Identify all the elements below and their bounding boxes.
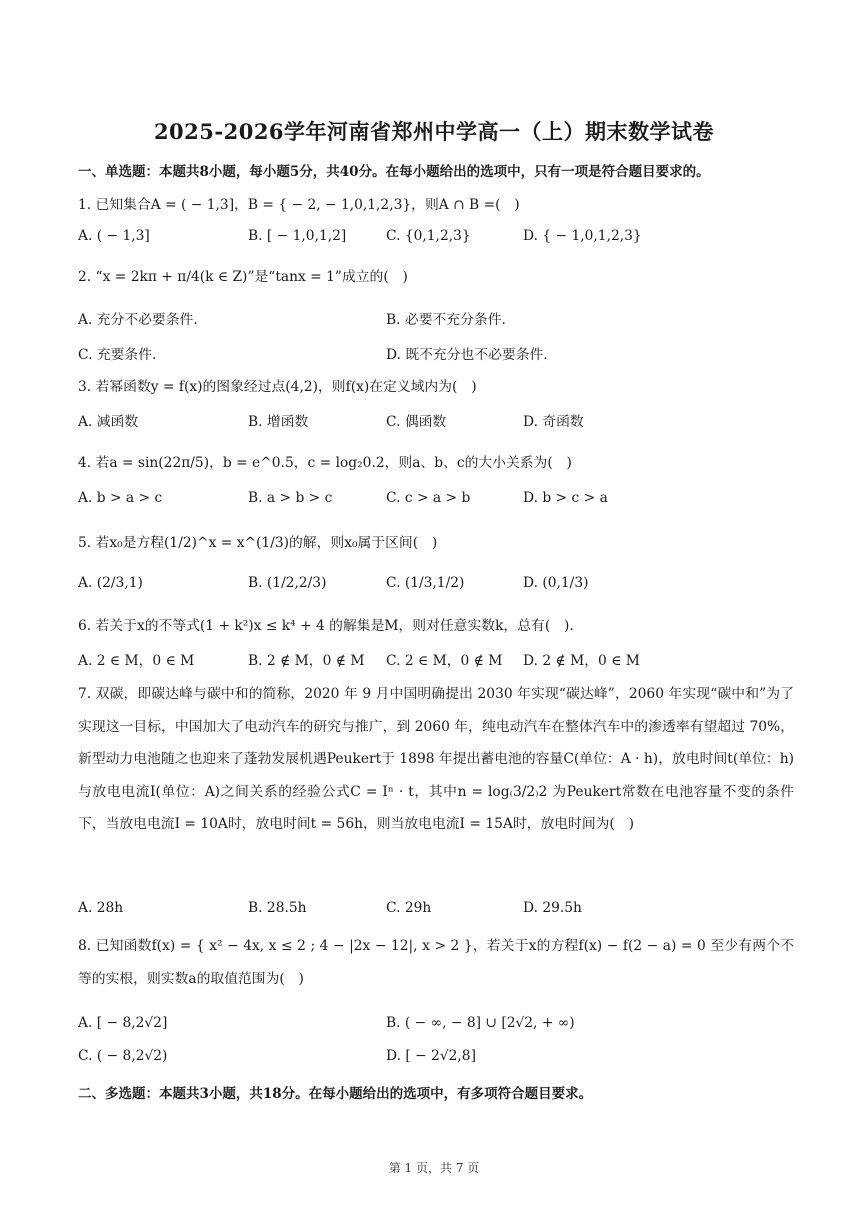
q1-option-a: A. ( − 1,3] [78,228,150,244]
section-multiple-choice-heading: 二、多选题：本题共3小题，共18分。在每小题给出的选项中，有多项符合题目要求。 [78,1086,593,1102]
q7-option-d: D. 29.5h [523,900,582,916]
question-5: 5. 若x₀是方程(1/2)^x = x^(1/3)的解，则x₀属于区间( ) [78,535,438,551]
q6-option-b: B. 2 ∉ M，0 ∉ M [248,653,365,669]
q4-option-d: D. b > c > a [523,490,608,506]
q3-option-c: C. 偶函数 [386,414,447,430]
q1-option-c: C. {0,1,2,3} [386,228,471,244]
section-single-choice-heading: 一、单选题：本题共8小题，每小题5分，共40分。在每小题给出的选项中，只有一项是符合题目要求的。 [78,164,710,180]
q8-option-d: D. [ − 2√2,8] [386,1048,476,1064]
q2-option-c: C. 充要条件. [78,347,157,363]
q5-option-a: A. (2/3,1) [78,575,143,591]
q3-option-b: B. 增函数 [248,414,309,430]
q5-option-c: C. (1/3,1/2) [386,575,465,591]
q2-option-a: A. 充分不必要条件. [78,312,198,328]
q2-option-d: D. 既不充分也不必要条件. [386,347,548,363]
q7-option-a: A. 28h [78,900,124,916]
q8-option-b: B. ( − ∞, − 8] ∪ [2√2, + ∞) [386,1015,575,1031]
q5-option-d: D. (0,1/3) [523,575,589,591]
question-2: 2. “x = 2kπ + π/4(k ∈ Z)”是“tanx = 1”成立的( ) [78,269,408,285]
q6-option-a: A. 2 ∈ M，0 ∈ M [78,653,195,669]
q4-option-b: B. a > b > c [248,490,333,506]
question-6: 6. 若关于x的不等式(1 + k²)x ≤ k⁴ + 4 的解集是M，则对任意实数k，总有( ). [78,618,574,634]
q2-option-b: B. 必要不充分条件. [386,312,506,328]
q8-option-c: C. ( − 8,2√2) [78,1048,168,1064]
q5-option-b: B. (1/2,2/3) [248,575,327,591]
q4-option-a: A. b > a > c [78,490,163,506]
page-title: 2025-2026学年河南省郑州中学高一（上）期末数学试卷 [153,119,715,144]
q1-option-d: D. { − 1,0,1,2,3} [523,228,642,244]
q6-option-c: C. 2 ∈ M，0 ∉ M [386,653,503,669]
q7-option-b: B. 28.5h [248,900,307,916]
q4-option-c: C. c > a > b [386,490,471,506]
question-8: 8. 已知函数f(x) = { x² − 4x, x ≤ 2 ; 4 − |2x − 12|, x > 2 }，若关于x的方程f(x) − f(2 − a) = 0 至少有两个不等的实根，则实数a的取值范围为( ) [78,938,794,987]
q1-option-b: B. [ − 1,0,1,2] [248,228,347,244]
page-number-footer: 第 1 页，共 7 页 [388,1161,480,1175]
q6-option-d: D. 2 ∉ M，0 ∈ M [523,653,640,669]
question-1: 1. 已知集合A = ( − 1,3]，B = { − 2, − 1,0,1,2,3}，则A ∩ B =( ) [78,197,520,213]
question-4: 4. 若a = sin(22π/5)，b = e^0.5，c = log₂0.2，则a、b、c的大小关系为( ) [78,455,572,471]
question-7: 7. 双碳，即碳达峰与碳中和的简称，2020 年 9 月中国明确提出 2030 年实现“碳达峰”，2060 年实现“碳中和”为了实现这一目标，中国加大了电动汽车的研究与推广，到 2060 年，纯电动汽车在整体汽车中的渗透率有望超过 70%，新型动力电池随之也迎来了蓬勃发展机遇Peukert于 1898 年提出蓄电池的容量C(单位：A · h)，放电时间t(单位：h)与放电电流I(单位：A)之间关系的经验公式C = Iⁿ · t，其中n = log₍3/2₎2 为Peukert常数在电池容量不变的条件下，当放电电流I = 10A时，放电时间t = 56h，则当放电电流I = 15A时，放电时间为( ) [78,686,794,832]
q3-option-a: A. 减函数 [78,414,139,430]
q8-option-a: A. [ − 8,2√2] [78,1015,168,1031]
q3-option-d: D. 奇函数 [523,414,584,430]
question-3: 3. 若幂函数y = f(x)的图象经过点(4,2)，则f(x)在定义域内为( ) [78,379,477,395]
q7-option-c: C. 29h [386,900,432,916]
